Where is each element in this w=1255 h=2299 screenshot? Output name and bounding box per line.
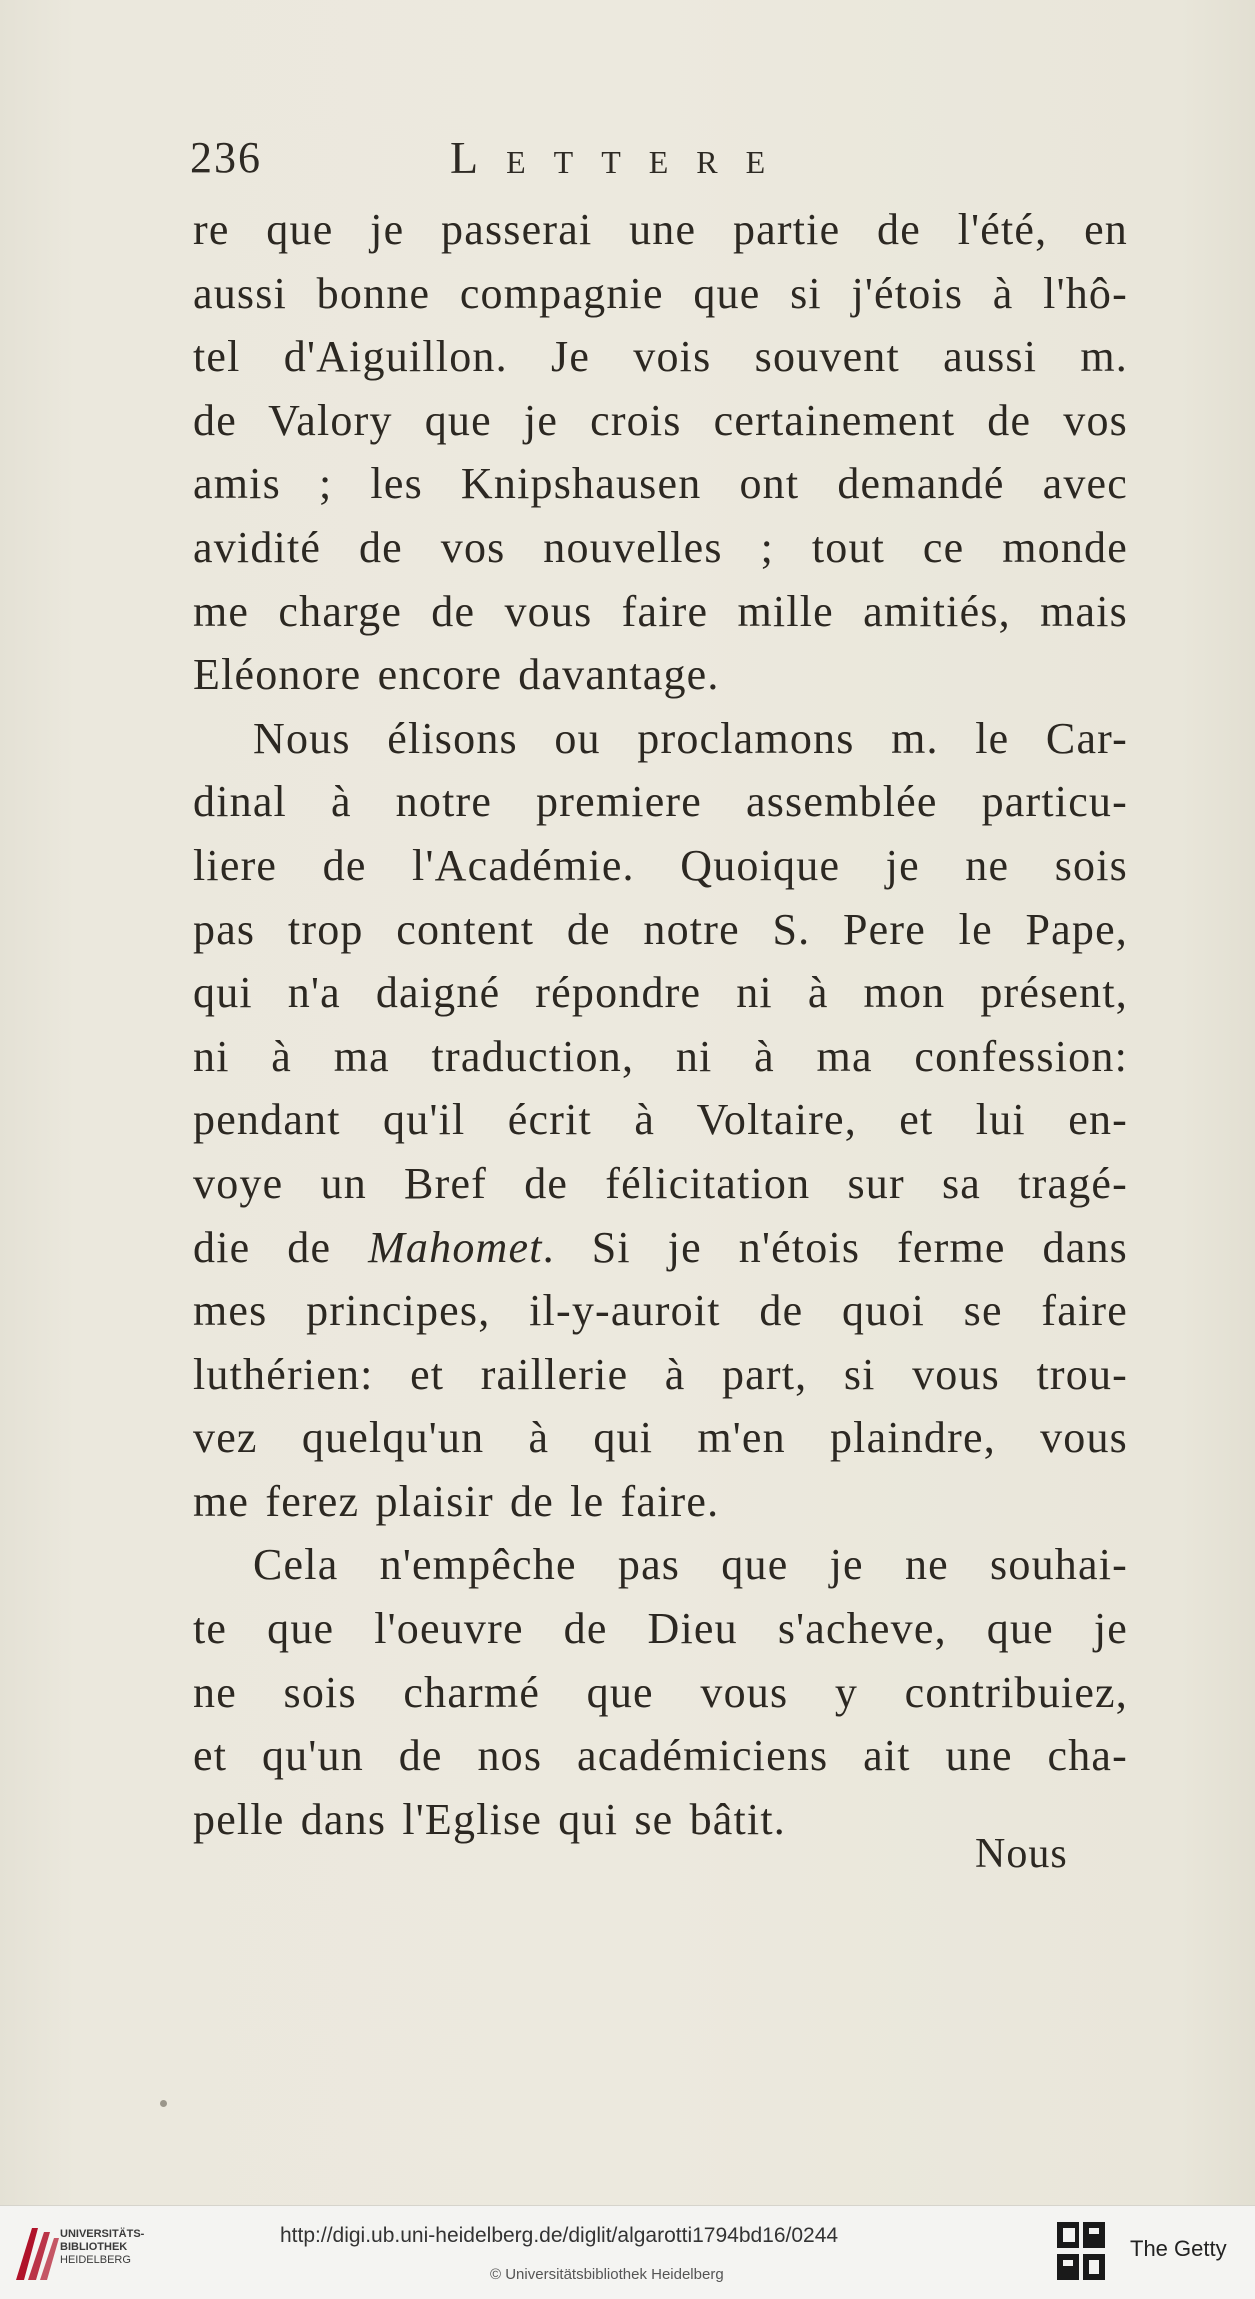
text-line: tel d'Aiguillon. Je vois souvent aussi m. — [193, 332, 1128, 382]
partner-name: The Getty — [1130, 2236, 1227, 2261]
text-line: ni à ma traduction, ni à ma confession: — [193, 1031, 1128, 1081]
text-line: Cela n'empêche pas que je ne souhai- — [253, 1540, 1128, 1590]
text-line: de Valory que je crois certainement de vos — [193, 395, 1128, 445]
italic-title: Mahomet — [368, 1222, 543, 1272]
page-body — [193, 198, 1128, 1851]
copyright-notice: © Universitätsbibliothek Heidelberg — [490, 2266, 724, 2283]
library-name-line: BIBLIOTHEK — [60, 2241, 128, 2253]
text-line: avidité de vos nouvelles ; tout ce monde — [193, 522, 1128, 572]
text-line: pendant qu'il écrit à Voltaire, et lui en- — [193, 1095, 1128, 1145]
text-segment: . Si je n'étois ferme dans — [542, 1222, 1129, 1272]
text-line: vez quelqu'un à qui m'en plaindre, vous — [193, 1413, 1128, 1463]
footer-bar — [0, 2205, 1255, 2299]
text-line-mixed — [193, 1216, 1128, 1280]
text-line: mes principes, il-y-auroit de quoi se faire — [193, 1286, 1128, 1336]
text-line: re que je passerai une partie de l'été, en — [193, 205, 1128, 254]
text-line: Nous élisons ou proclamons m. le Car- — [253, 713, 1128, 763]
library-name — [60, 2228, 144, 2267]
text-line: voye un Bref de félicitation sur sa tragé- — [193, 1158, 1128, 1208]
page-header — [190, 128, 1090, 188]
text-line: qui n'a daigné répondre ni à mon présent, — [193, 968, 1128, 1018]
text-line: Eléonore encore davantage. — [193, 650, 720, 700]
text-line: dinal à notre premiere assemblée particu- — [193, 777, 1128, 827]
text-line: pas trop content de notre S. Pere le Pape, — [193, 904, 1128, 954]
text-line: me charge de vous faire mille amitiés, mais — [193, 586, 1128, 636]
text-line: ne sois charmé que vous y contribuiez, — [193, 1667, 1128, 1717]
catchword: Nous — [975, 1831, 1068, 1877]
paper-speck — [160, 2100, 167, 2107]
permalink-url[interactable]: http://digi.ub.uni-heidelberg.de/diglit/algarotti1794bd16/0244 — [280, 2224, 839, 2247]
library-name-line: UNIVERSITÄTS- — [60, 2228, 145, 2240]
running-head: Lettere — [450, 132, 794, 183]
text-line: luthérien: et raillerie à part, si vous trou- — [193, 1349, 1128, 1399]
getty-logo-icon — [1055, 2218, 1107, 2288]
text-line: amis ; les Knipshausen ont demandé avec — [193, 459, 1128, 509]
text-segment: die de — [193, 1222, 332, 1272]
text-line: me ferez plaisir de le faire. — [193, 1476, 720, 1526]
text-line: te que l'oeuvre de Dieu s'acheve, que je — [193, 1604, 1128, 1654]
text-line: liere de l'Académie. Quoique je ne sois — [193, 840, 1128, 890]
library-name-line: HEIDELBERG — [60, 2254, 131, 2266]
text-line: pelle dans l'Eglise qui se bâtit. — [193, 1794, 786, 1844]
page-number: 236 — [190, 133, 262, 182]
text-line: et qu'un de nos académiciens ait une cha- — [193, 1731, 1128, 1781]
text-line: aussi bonne compagnie que si j'étois à l'hô- — [193, 268, 1128, 318]
